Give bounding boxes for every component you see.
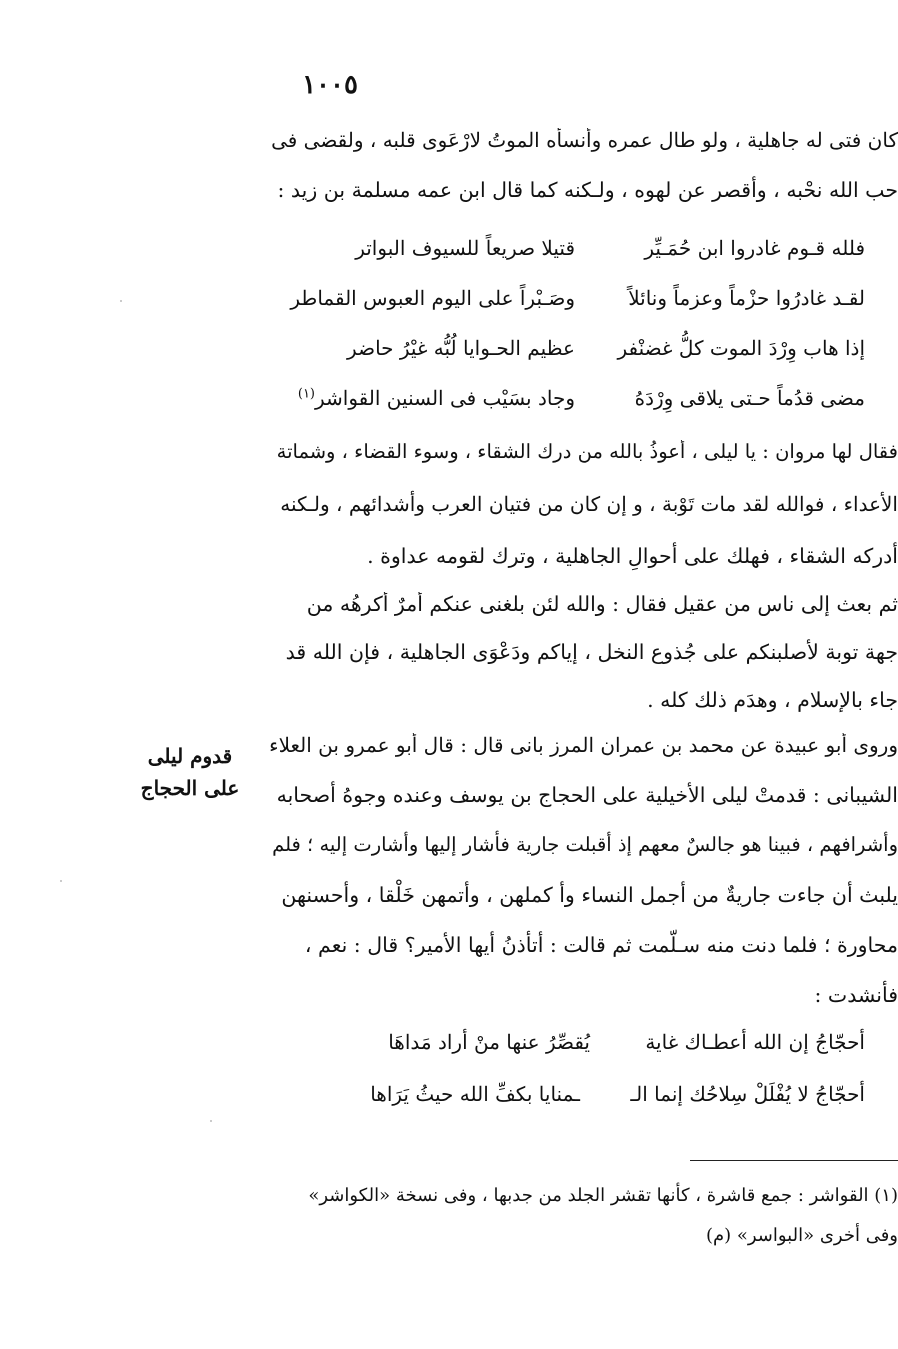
verse-row	[290, 286, 865, 332]
text-line: يلبث أن جاءت جاريةٌ من أجمل النساء وأ كملهن ، وأتمهن خَلْقا ، وأحسنهن	[281, 883, 898, 907]
margin-heading-line: قدوم ليلى	[147, 744, 233, 768]
text-line: محاورة ؛ فلما دنت منه سـلّمت ثم قالت : أتأذنُ أيها الأمير؟ قال : نعم ،	[304, 933, 898, 957]
verse-first-hemistich: إذا هاب وِرْدَ الموت كلُّ غضنْفر	[617, 336, 865, 360]
text-line: أدركه الشقاء ، فهلك على أحوالِ الجاهلية ، وترك لقومه عداوة .	[367, 544, 898, 568]
verse-second-hemistich	[290, 386, 575, 410]
verse-row	[330, 1082, 865, 1128]
margin-heading	[140, 740, 240, 804]
poem-verses-elegy	[290, 236, 865, 436]
verse-first-hemistich: أحجّاجُ إن الله أعطـاك غاية	[645, 1030, 865, 1054]
verse-row	[330, 1030, 865, 1076]
text-line: جاء بالإسلام ، وهدَم ذلك كله .	[647, 688, 898, 712]
text-line: كان فتى له جاهلية ، ولو طال عمره وأنسأه الموتُ لارْعَوى قلبه ، ولقضى فى	[271, 128, 898, 152]
text-line: فقال لها مروان : يا ليلى ، أعوذُ بالله من درك الشقاء ، وسوء القضاء ، وشماتة	[276, 440, 898, 463]
verse-second-hemistich: يُقصِّرُ عنها منْ أراد مَداهَا	[388, 1030, 590, 1054]
verse-second-hemistich: وصَـبْراً على اليوم العبوس القماطر	[290, 286, 575, 310]
verse-text: وجاد بسَيْب فى السنين القواشر	[315, 386, 575, 410]
text-line: فأنشدت :	[814, 983, 898, 1007]
paragraph-intro	[268, 128, 898, 228]
verse-row	[290, 236, 865, 282]
verse-second-hemistich: عظيم الحـوايا لُبُّه غيْرُ حاضر	[347, 336, 575, 360]
paragraph-layla-hajjaj	[268, 733, 898, 1043]
text-line: وأشرافهم ، فبينا هو جالسٌ معهم إذ أقبلت جارية فأشار إليها وأشارت إليه ؛ فلم	[272, 833, 898, 856]
paragraph-warning	[268, 592, 898, 722]
text-line: وروى أبو عبيدة عن محمد بن عمران المرز بانى قال : قال أبو عمرو بن العلاء	[269, 733, 898, 757]
footnote-reference: (١)	[297, 386, 315, 402]
verse-first-hemistich: أحجّاجُ لا يُفْلَلْ سِلاحُك إنما الـ	[630, 1082, 865, 1106]
verse-first-hemistich: فلله قـوم غادروا ابن حُمَـيِّر	[644, 236, 865, 260]
footnote-divider	[690, 1160, 898, 1161]
text-line: الشيبانى : قدمتْ ليلى الأخيلية على الحجاج بن يوسف وعنده وجوهُ أصحابه	[276, 783, 898, 807]
text-line: الأعداء ، فوالله لقد مات تَوْبة ، و إن كان من فتيان العرب وأشدائهم ، ولـكنه	[280, 492, 898, 516]
text-line: حب الله نحْبه ، وأقصر عن لهوه ، ولـكنه كما قال ابن عمه مسلمة بن زيد :	[277, 178, 898, 202]
verse-row	[290, 336, 865, 382]
paragraph-marwan-reply	[268, 440, 898, 590]
text-line: جهة توبة لأصلبنكم على جُذوع النخل ، إياكم ودَعْوَى الجاهلية ، فإن الله قد	[285, 640, 898, 664]
footnote-line: وفى أخرى «البواسر» (م)	[705, 1225, 898, 1246]
verse-second-hemistich: قتيلا صريعاً للسيوف البواتر	[355, 236, 575, 260]
poem-verses-hajjaj	[330, 1030, 865, 1130]
verse-first-hemistich: مضى قدُماً حـتى يلاقى وِرْدَهُ	[634, 386, 865, 410]
text-line: ثم بعث إلى ناس من عقيل فقال : والله لئن بلغنى عنكم أمرٌ أكرهُه من	[306, 592, 898, 616]
footnote-line: (١) القواشر : جمع قاشرة ، كأنها تقشر الجلد من جدبها ، وفى نسخة «الكواشر»	[308, 1185, 898, 1206]
verse-second-hemistich: ـمنايا بكفِّ الله حيثُ يَرَاها	[370, 1082, 580, 1106]
margin-heading-line: على الحجاج	[140, 776, 240, 800]
verse-row	[290, 386, 865, 432]
scan-speck	[120, 300, 122, 302]
page-number: ١٠٠٥	[302, 70, 358, 100]
verse-first-hemistich: لقـد غادرُوا حزْماً وعزماً ونائلاً	[628, 286, 865, 310]
scan-speck	[210, 1120, 212, 1122]
scan-speck	[60, 880, 62, 882]
